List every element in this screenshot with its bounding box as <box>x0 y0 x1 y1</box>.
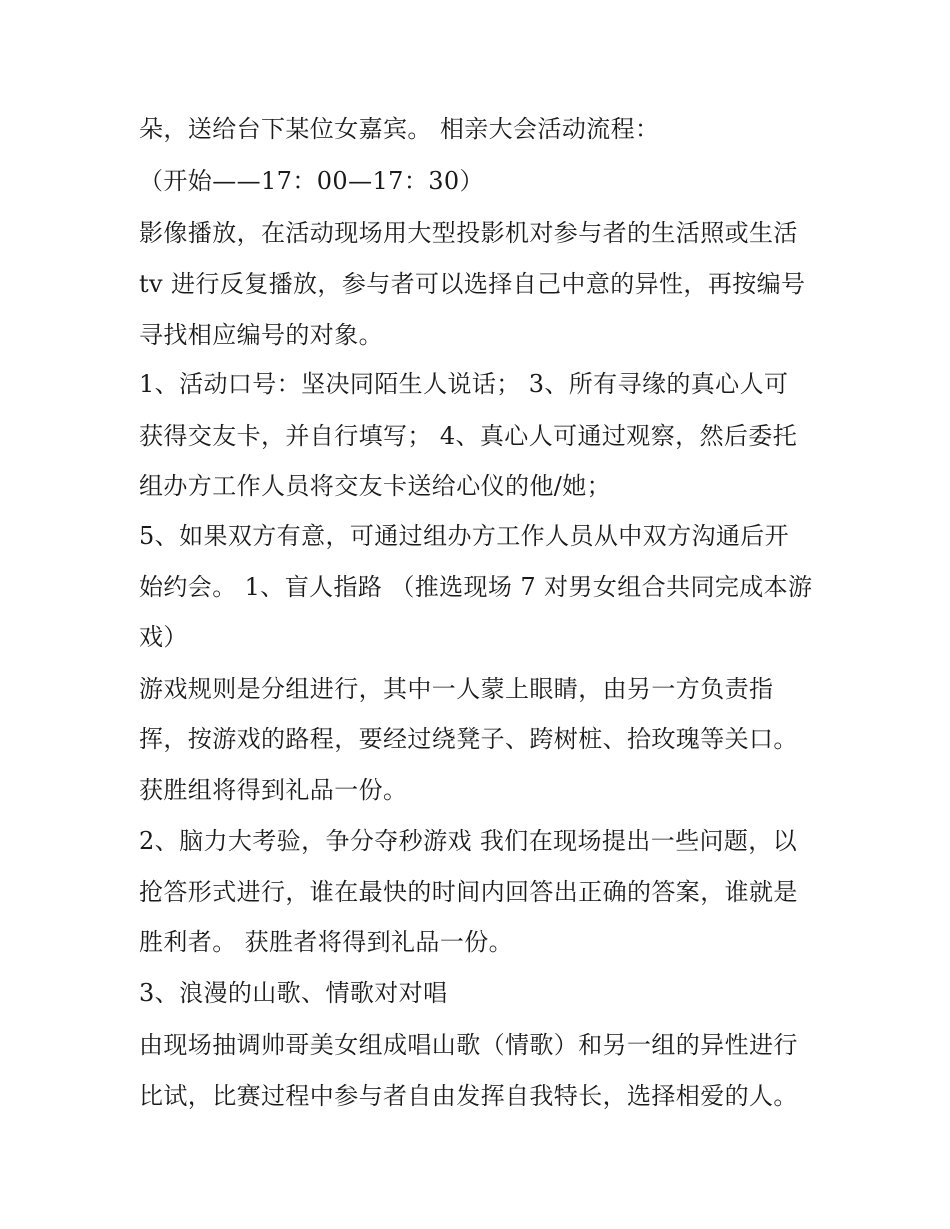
text-line: 朵，送给台下某位女嘉宾。 相亲大会活动流程： <box>139 115 660 143</box>
text-line: 挥，按游戏的路程，要经过绕凳子、跨树桩、拾玫瑰等关口。 <box>139 725 798 753</box>
text-line: 获得交友卡，并自行填写； 4、真心人可通过观察，然后委托 <box>139 422 798 450</box>
text-line: 2、脑力大考验，争分夺秒游戏 我们在现场提出一些问题，以 <box>139 827 798 855</box>
text-line: 1、活动口号：坚决同陌生人说话； 3、所有寻缘的真心人可 <box>139 370 789 398</box>
text-line: 寻找相应编号的对象。 <box>139 321 383 349</box>
text-line: 游戏规则是分组进行，其中一人蒙上眼睛，由另一方负责指 <box>139 675 774 703</box>
text-line: 比试，比赛过程中参与者自由发挥自我特长，选择相爱的人。 <box>139 1082 798 1110</box>
text-line: 始约会。 1、盲人指路 （推选现场 7 对男女组合共同完成本游 <box>139 573 813 601</box>
text-line: 影像播放，在活动现场用大型投影机对参与者的生活照或生活 <box>139 219 798 247</box>
text-line: 获胜组将得到礼品一份。 <box>139 776 408 804</box>
text-line: （开始——17：00—17：30） <box>139 167 484 195</box>
text-line: 5、如果双方有意，可通过组办方工作人员从中双方沟通后开 <box>139 522 790 550</box>
text-line: 组办方工作人员将交友卡送给心仪的他/她； <box>139 472 612 500</box>
text-line: tv 进行反复播放，参与者可以选择自己中意的异性，再按编号 <box>139 270 806 298</box>
text-line: 抢答形式进行，谁在最快的时间内回答出正确的答案，谁就是 <box>139 878 798 906</box>
text-line: 3、浪漫的山歌、情歌对对唱 <box>139 979 448 1007</box>
text-line: 胜利者。 获胜者将得到礼品一份。 <box>139 928 514 956</box>
text-line: 戏） <box>139 623 188 651</box>
text-line: 由现场抽调帅哥美女组成唱山歌（情歌）和另一组的异性进行 <box>139 1031 798 1059</box>
